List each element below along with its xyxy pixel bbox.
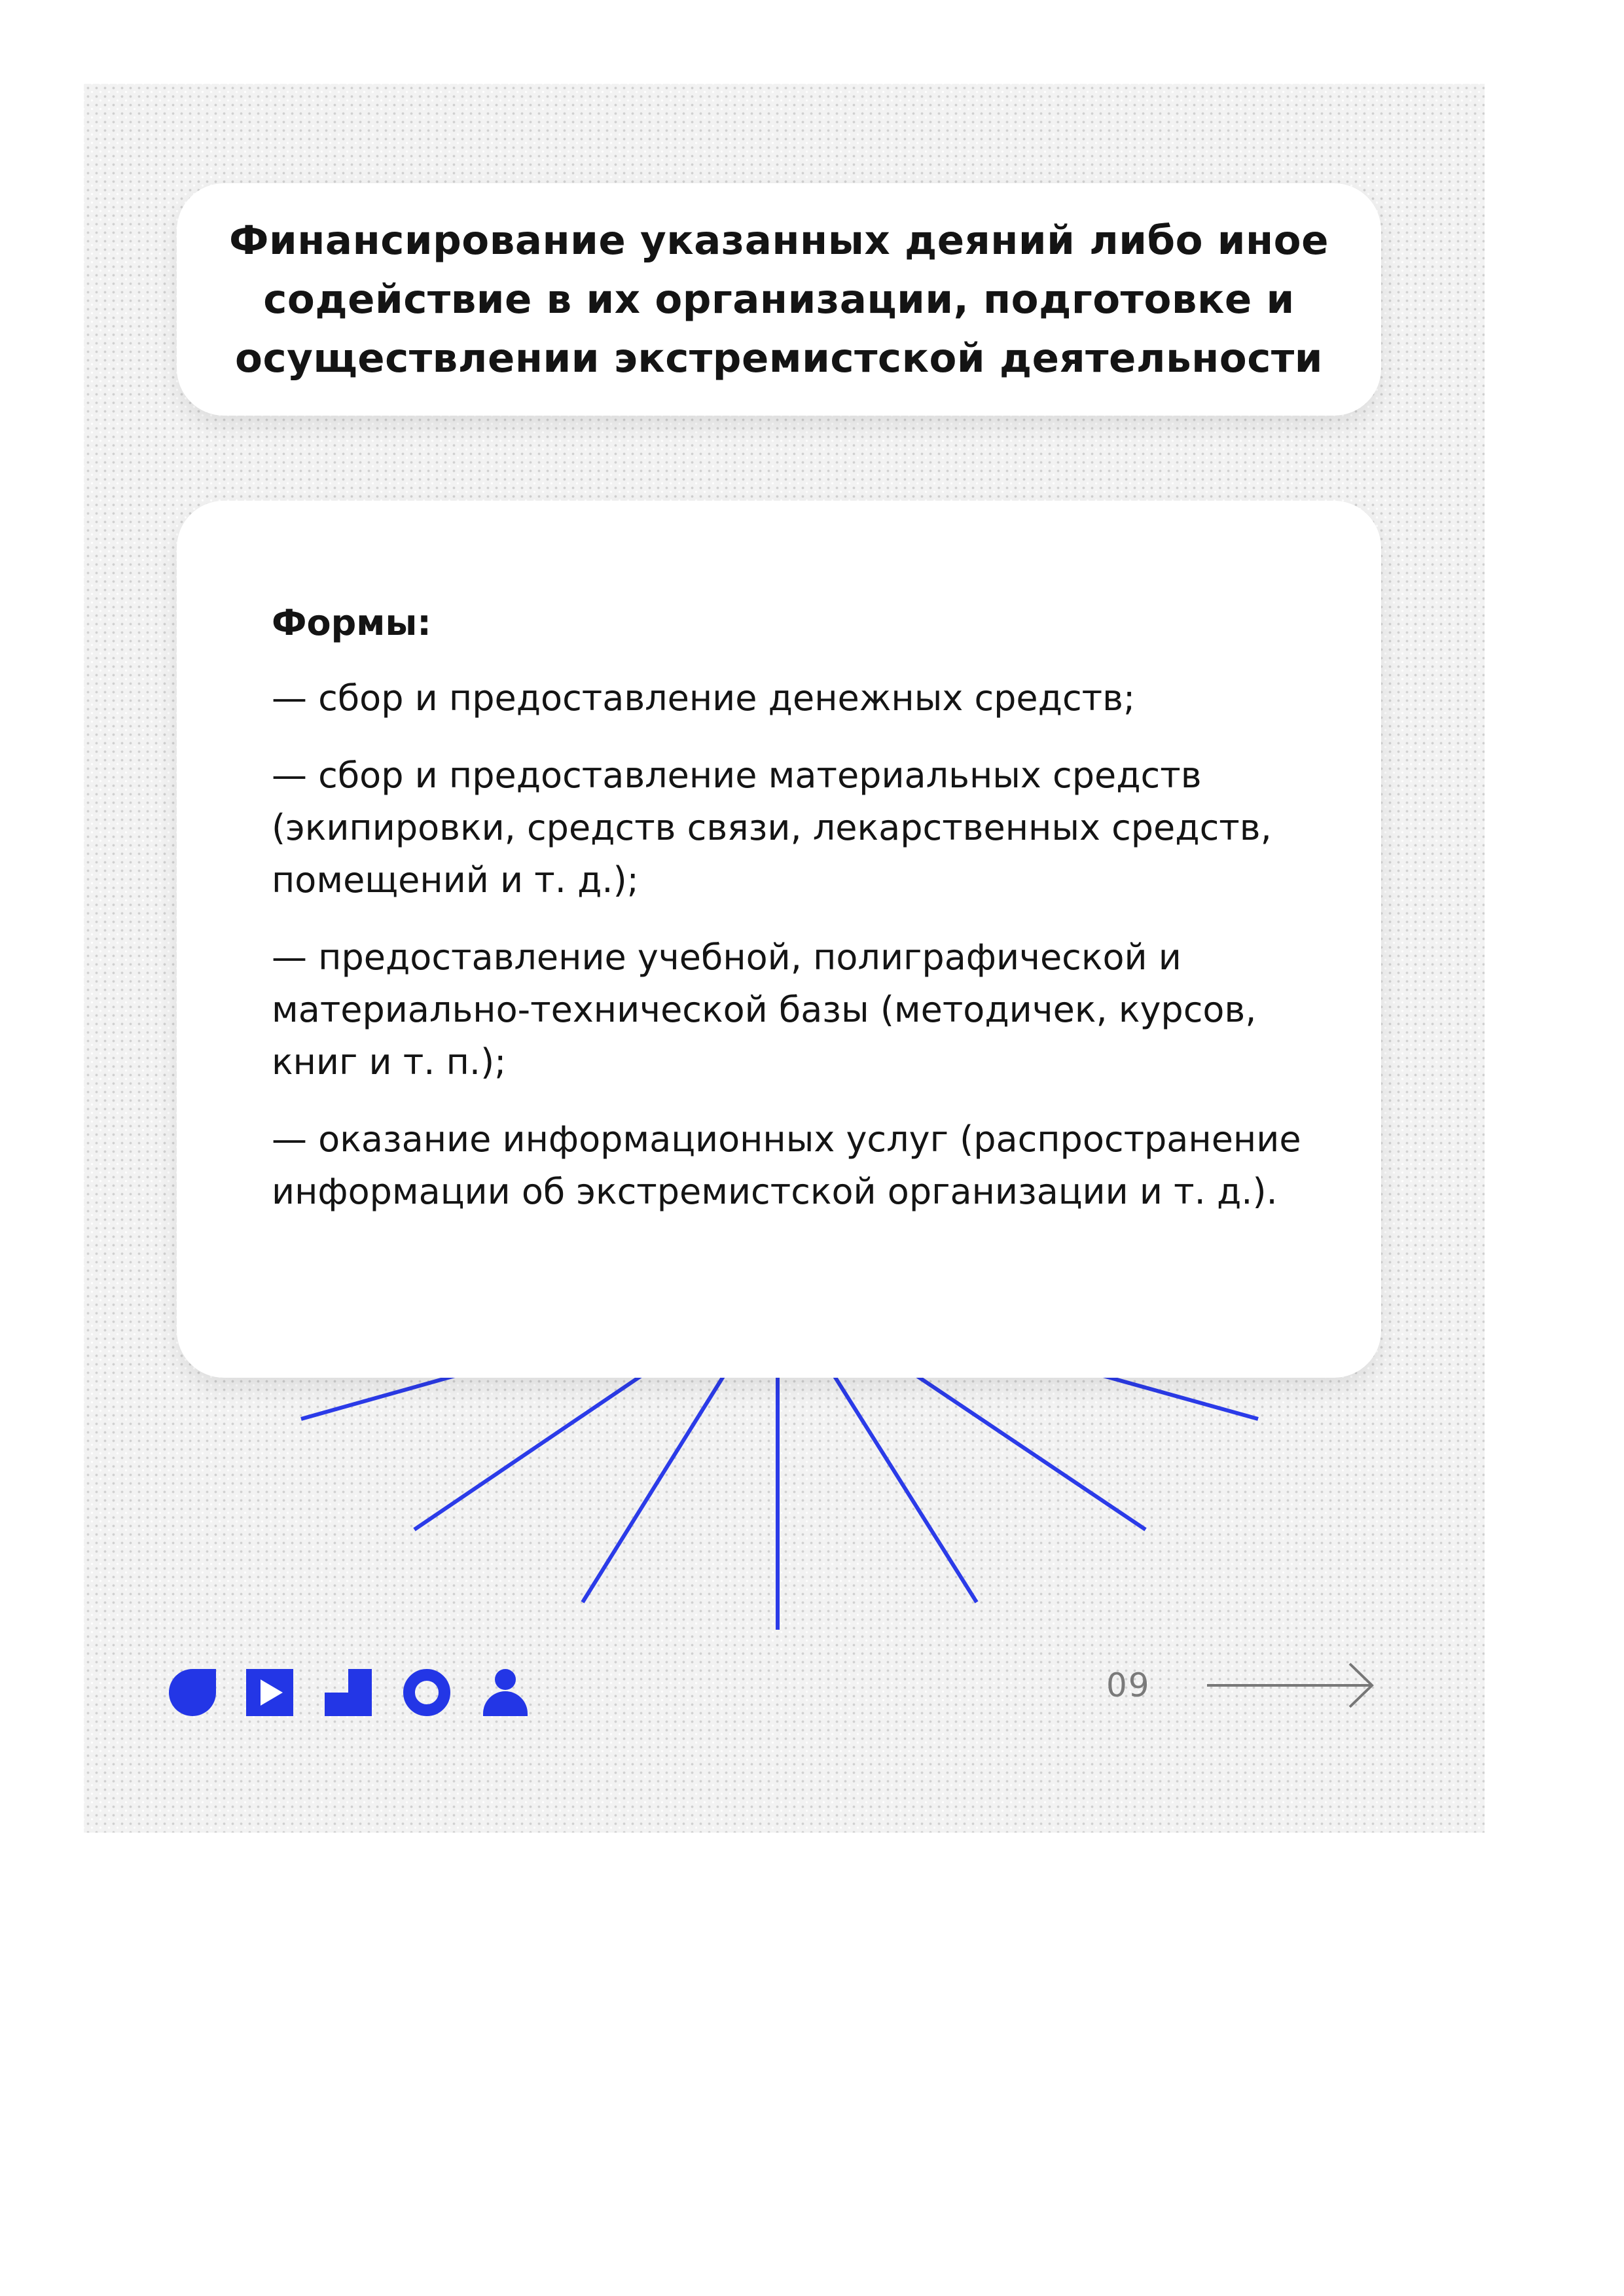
- page-number: 09: [1106, 1666, 1151, 1704]
- forms-list: [272, 672, 1312, 1218]
- list-item: — сбор и предоставление материальных средств (экипировки, средств связи, лекарственных средств, помещений и т. д.);: [272, 755, 1272, 901]
- list-item: — оказание информационных услуг (распространение информации об экстремистской организации и т. д.).: [272, 1119, 1301, 1212]
- forms-card: [177, 501, 1381, 1378]
- list-item: — предоставление учебной, полиграфической и материально-технической базы (методичек, курсов, книг и т. п.);: [272, 937, 1257, 1083]
- list-item: — сбор и предоставление денежных средств;: [272, 677, 1136, 719]
- title-card: [177, 183, 1381, 416]
- forms-section: [272, 599, 1312, 1243]
- forms-heading: Формы:: [272, 602, 431, 643]
- page-title: Финансирование указанных деяний либо иное содействие в их организации, подготовке и осуществлении экстремистской деятельности: [229, 217, 1329, 382]
- arrow-right-icon[interactable]: [1204, 1662, 1381, 1708]
